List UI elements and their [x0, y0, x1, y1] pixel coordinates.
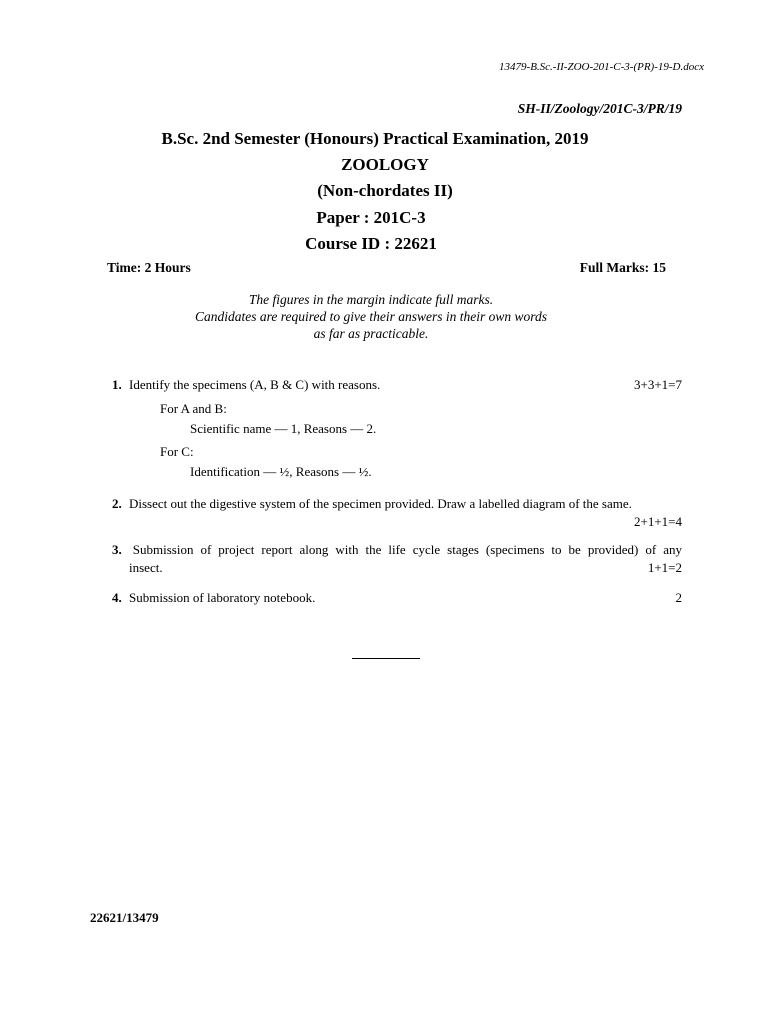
sub-detail: Scientific name — 1, Reasons — 2. — [190, 421, 377, 436]
topic-title: (Non-chordates II) — [317, 181, 453, 200]
question-marks: 1+1=2 — [647, 560, 682, 575]
end-rule — [352, 658, 420, 659]
question-text: Submission of laboratory notebook. — [129, 590, 316, 605]
question-marks: 2+1+1=4 — [634, 514, 682, 529]
question-number: 2. — [112, 496, 122, 511]
question-3 — [112, 542, 682, 576]
paper-number: Paper : 201C-3 — [316, 208, 426, 227]
sub-label: For A and B: — [160, 401, 227, 416]
document-filename: 13479-B.Sc.-II-ZOO-201-C-3-(PR)-19-D.docx — [499, 61, 704, 73]
question-text: Submission of project report along with the life cycle stages (specimens to be provided) of any — [132, 542, 682, 557]
question-marks: 2 — [675, 590, 682, 605]
question-marks: 3+3+1=7 — [634, 377, 682, 392]
sub-label: For C: — [160, 444, 194, 459]
instruction-line: The figures in the margin indicate full marks. — [248, 292, 494, 307]
time-allowed: Time: 2 Hours — [107, 260, 191, 275]
question-text: Identify the specimens (A, B & C) with reasons. — [129, 377, 381, 392]
subject-title: ZOOLOGY — [341, 155, 429, 174]
question-number: 4. — [112, 590, 122, 605]
full-marks: Full Marks: 15 — [579, 260, 666, 275]
question-4 — [112, 590, 682, 606]
instructions — [0, 291, 756, 342]
question-1 — [112, 377, 682, 393]
question-2 — [112, 496, 682, 530]
footer-code: 22621/13479 — [90, 910, 159, 925]
question-number: 3. — [112, 542, 122, 557]
sub-detail: Identification — ½, Reasons — ½. — [190, 464, 372, 479]
question-text: Dissect out the digestive system of the specimen provided. Draw a labelled diagram of the same. — [129, 496, 632, 511]
exam-title: B.Sc. 2nd Semester (Honours) Practical Examination, 2019 — [161, 129, 589, 148]
question-text-cont: insect. — [129, 560, 163, 575]
instruction-line: Candidates are required to give their answers in their own words — [195, 309, 547, 324]
course-id: Course ID : 22621 — [305, 234, 437, 253]
paper-code: SH-II/Zoology/201C-3/PR/19 — [517, 101, 682, 116]
instruction-line: as far as practicable. — [313, 326, 429, 341]
question-number: 1. — [112, 377, 122, 392]
